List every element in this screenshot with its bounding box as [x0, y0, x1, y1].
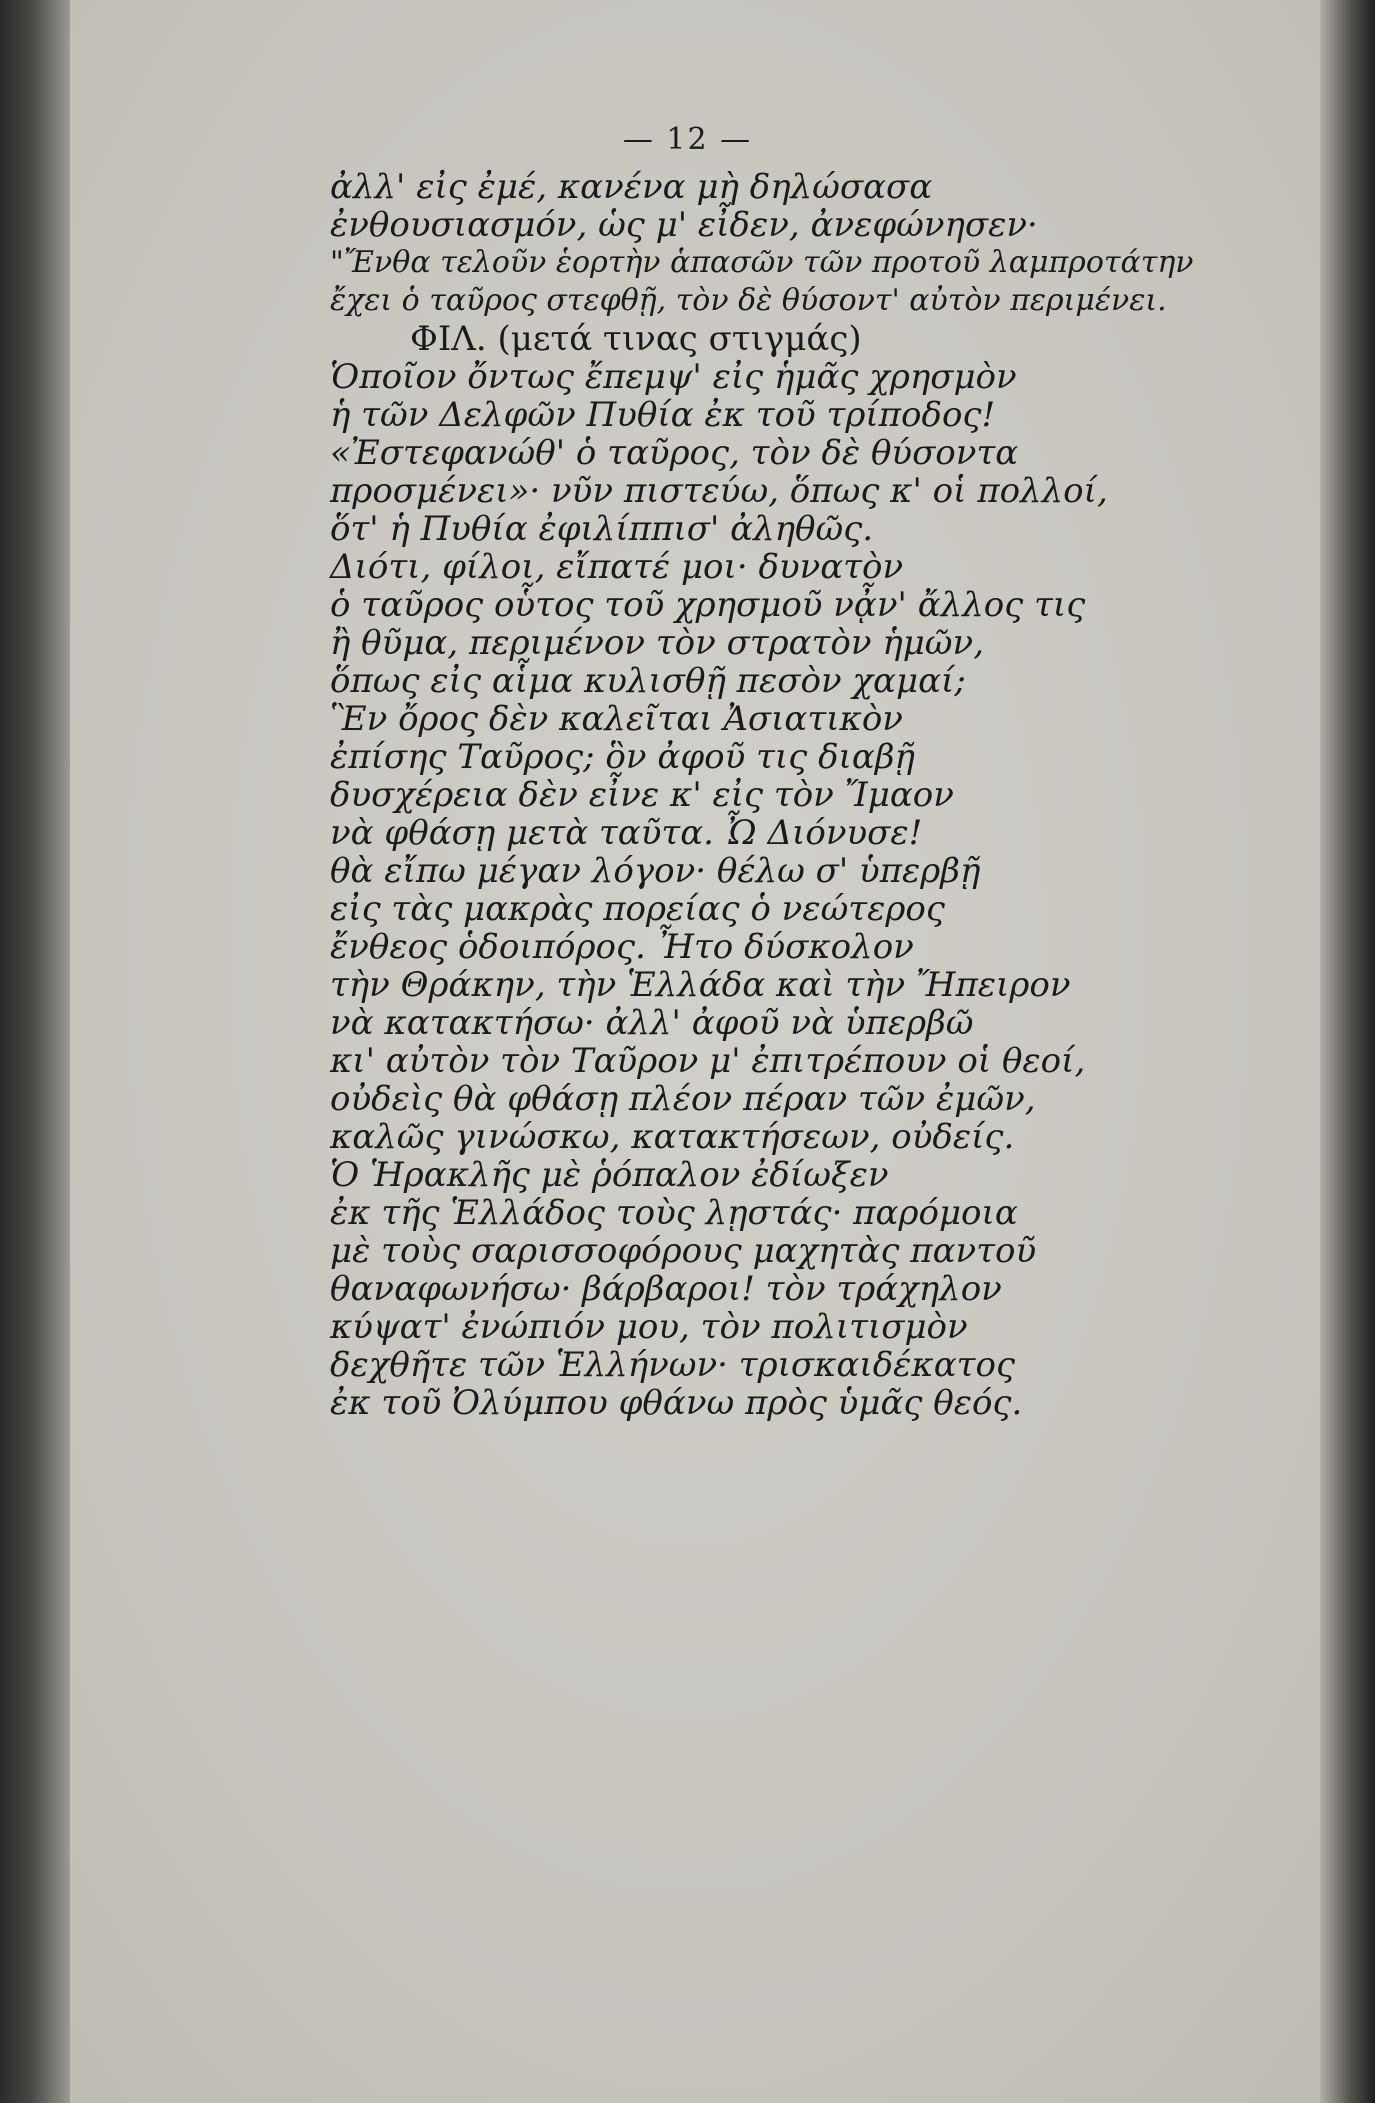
- page-left-shadow: [0, 0, 70, 2103]
- verse-line: δυσχέρεια δὲν εἶνε κ' εἰς τὸν Ἴμαον: [330, 775, 954, 815]
- verse-line: ὁ ταῦρος οὗτος τοῦ χρησμοῦ νᾆν' ἄλλος τις: [330, 585, 1086, 625]
- verse-line: «Ἐστεφανώθ' ὁ ταῦρος, τὸν δὲ θύσοντα: [330, 433, 1019, 473]
- verse-line: μὲ τοὺς σαρισσοφόρους μαχητὰς παντοῦ: [330, 1231, 1037, 1271]
- verse-line: ἐκ τῆς Ἑλλάδος τοὺς λῃστάς· παρόμοια: [330, 1193, 1018, 1233]
- page-number: — 12 —: [622, 122, 753, 157]
- verse-line: ὅπως εἰς αἷμα κυλισθῇ πεσὸν χαμαί;: [330, 661, 966, 701]
- page-right-shadow: [1320, 0, 1375, 2103]
- verse-line: ἐπίσης Ταῦρος; ὃν ἀφοῦ τις διαβῇ: [330, 737, 915, 777]
- verse-line: ἔνθεος ὁδοιπόρος. Ἦτο δύσκολον: [330, 927, 914, 967]
- verse-line: ἐκ τοῦ Ὀλύμπου φθάνω πρὸς ὑμᾶς θεός.: [330, 1383, 1023, 1423]
- verse-line: "Ἔνθα τελοῦν ἑορτὴν ἁπασῶν τῶν προτοῦ λαμπροτάτην: [330, 245, 1194, 280]
- verse-line: ἢ θῦμα, περιμένον τὸν στρατὸν ἡμῶν,: [330, 623, 985, 663]
- verse-line: οὐδεὶς θὰ φθάσῃ πλέον πέραν τῶν ἐμῶν,: [330, 1079, 1036, 1119]
- verse-line: ὅτ' ἡ Πυθία ἐφιλίππισ' ἀληθῶς.: [330, 509, 874, 549]
- verse-line: Διότι, φίλοι, εἴπατέ μοι· δυνατὸν: [330, 547, 904, 587]
- verse-text: [330, 168, 1230, 1422]
- verse-line: θὰ εἴπω μέγαν λόγον· θέλω σ' ὑπερβῇ: [330, 851, 981, 891]
- verse-line: θαναφωνήσω· βάρβαροι! τὸν τράχηλον: [330, 1269, 1002, 1309]
- verse-line: ἀλλ' εἰς ἐμέ, κανένα μὴ δηλώσασα: [330, 167, 933, 207]
- verse-line: νὰ φθάσῃ μετὰ ταῦτα. Ὦ Διόνυσε!: [330, 813, 923, 853]
- verse-line: τὴν Θράκην, τὴν Ἑλλάδα καὶ τὴν Ἤπειρον: [330, 965, 1071, 1005]
- verse-line: προσμένει»· νῦν πιστεύω, ὅπως κ' οἱ πολλοί,: [330, 471, 1108, 511]
- verse-line: κι' αὐτὸν τὸν Ταῦρον μ' ἐπιτρέπουν οἱ θεοί,: [330, 1041, 1086, 1081]
- speaker-line: ΦΙΛ. (μετά τινας στιγμάς): [410, 319, 862, 359]
- verse-line: καλῶς γινώσκω, κατακτήσεων, οὐδείς.: [330, 1117, 1015, 1157]
- verse-line: εἰς τὰς μακρὰς πορείας ὁ νεώτερος: [330, 889, 945, 929]
- verse-line: κύψατ' ἐνώπιόν μου, τὸν πολιτισμὸν: [330, 1307, 968, 1347]
- verse-line: Ὁ Ἡρακλῆς μὲ ῥόπαλον ἐδίωξεν: [330, 1155, 889, 1195]
- verse-line: Ἓν ὄρος δὲν καλεῖται Ἀσιατικὸν: [330, 699, 903, 739]
- verse-line: ἔχει ὁ ταῦρος στεφθῇ, τὸν δὲ θύσοντ' αὐτὸν περιμένει.: [330, 283, 1167, 318]
- verse-line: ἡ τῶν Δελφῶν Πυθία ἐκ τοῦ τρίποδος!: [330, 395, 996, 435]
- verse-line: δεχθῆτε τῶν Ἑλλήνων· τρισκαιδέκατος: [330, 1345, 1015, 1385]
- verse-line: νὰ κατακτήσω· ἀλλ' ἀφοῦ νὰ ὑπερβῶ: [330, 1003, 974, 1043]
- verse-line: Ὁποῖον ὄντως ἔπεμψ' εἰς ἡμᾶς χρησμὸν: [330, 357, 1017, 397]
- verse-line: ἐνθουσιασμόν, ὡς μ' εἶδεν, ἀνεφώνησεν·: [330, 205, 1038, 245]
